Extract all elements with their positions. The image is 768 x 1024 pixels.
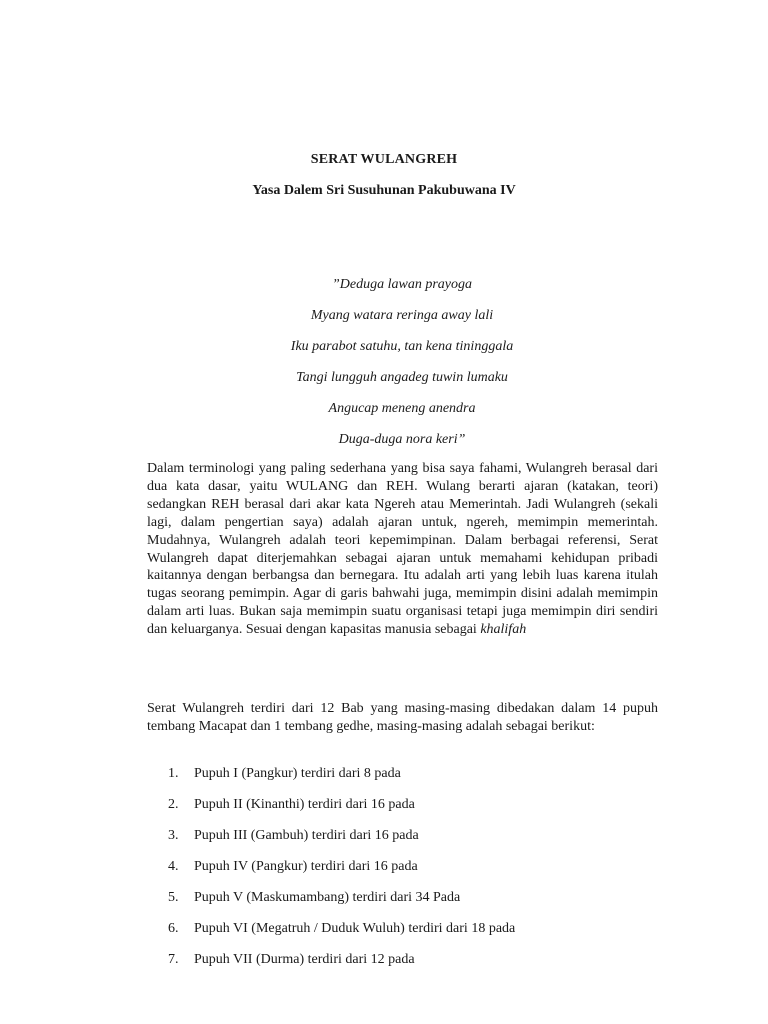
list-text: Pupuh VI (Megatruh / Duduk Wuluh) terdiri dari 18 pada: [194, 921, 516, 936]
list-item: [168, 765, 515, 796]
list-number: 2.: [168, 797, 179, 812]
list-text: Pupuh I (Pangkur) terdiri dari 8 pada: [194, 766, 401, 781]
intro-paragraph: [147, 460, 658, 639]
list-number: 4.: [168, 859, 179, 874]
poem-line: Duga-duga nora keri”: [338, 432, 466, 447]
list-number: 7.: [168, 952, 179, 967]
pupuh-list: [168, 765, 515, 982]
poem-stanza: [0, 276, 768, 462]
list-number: 6.: [168, 921, 179, 936]
list-number: 3.: [168, 828, 179, 843]
poem-line: Iku parabot satuhu, tan kena tininggala: [290, 339, 514, 354]
document-subtitle: Yasa Dalem Sri Susuhunan Pakubuwana IV: [252, 183, 516, 198]
list-item: [168, 796, 515, 827]
list-text: Pupuh III (Gambuh) terdiri dari 16 pada: [194, 828, 419, 843]
list-text: Pupuh V (Maskumambang) terdiri dari 34 Pada: [194, 890, 461, 905]
structure-paragraph: Serat Wulangreh terdiri dari 12 Bab yang masing-masing dibedakan dalam 14 pupuh tembang Macapat dan 1 tembang gedhe, masing-masing adalah sebagai berikut:: [147, 701, 658, 734]
list-item: [168, 858, 515, 889]
intro-paragraph-text: Dalam terminologi yang paling sederhana yang bisa saya fahami, Wulangreh berasal dari dua kata dasar, yaitu WULANG dan REH. Wulang berarti ajaran (katakan, teori) sedangkan REH berasal dari akar kata Ngereh atau Memerintah. Jadi Wulangreh (sekali lagi, dalam pengertian saya) adalah ajaran untuk, ngereh, memimpin memerintah. Mudahnya, Wulangreh adalah teori kepemimpinan. Dalam berbagai referensi, Serat Wulangreh dapat diterjemahkan sebagai ajaran untuk memahami kehidupan pribadi kaitannya dengan berbangsa dan bernegara. Itu adalah arti yang lebih luas karena itulah tugas seorang pemimpin. Agar di garis bahwahi juga, memimpin disini adalah memimpin dalam arti luas. Bukan saja memimpin suatu organisasi tetapi juga memimpin diri sendiri dan keluarganya. Sesuai dengan kapasitas manusia sebagai: [147, 461, 658, 638]
khalifah-emphasis: khalifah: [480, 622, 527, 638]
poem-line: Tangi lungguh angadeg tuwin lumaku: [296, 370, 508, 385]
list-number: 1.: [168, 766, 179, 781]
poem-line: Myang watara reringa away lali: [310, 308, 494, 323]
list-item: [168, 920, 515, 951]
list-item: [168, 951, 515, 982]
list-text: Pupuh II (Kinanthi) terdiri dari 16 pada: [194, 797, 415, 812]
list-text: Pupuh IV (Pangkur) terdiri dari 16 pada: [194, 859, 418, 874]
list-item: [168, 889, 515, 920]
list-item: [168, 827, 515, 858]
poem-line: ”Deduga lawan prayoga: [332, 277, 472, 292]
poem-line: Angucap meneng anendra: [328, 401, 476, 416]
list-number: 5.: [168, 890, 179, 905]
document-title: SERAT WULANGREH: [310, 152, 458, 167]
list-text: Pupuh VII (Durma) terdiri dari 12 pada: [194, 952, 415, 967]
